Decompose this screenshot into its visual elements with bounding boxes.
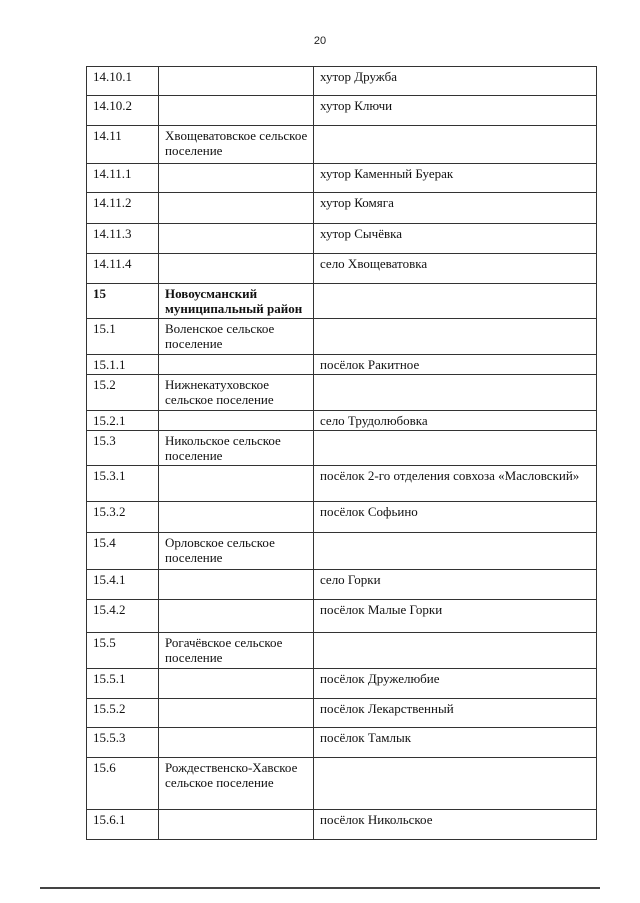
code-cell: 14.10.1 (87, 67, 159, 96)
table-row (87, 224, 597, 254)
settlement-cell: село Хвощеватовка (314, 254, 597, 284)
table-row (87, 699, 597, 728)
municipality-cell (159, 466, 314, 502)
code-cell: 15.6.1 (87, 810, 159, 840)
municipality-cell (159, 164, 314, 193)
bottom-rule (40, 887, 600, 889)
municipality-cell: Хвощеватовское сельское поселение (159, 126, 314, 164)
table-row (87, 96, 597, 126)
code-cell: 15.4.2 (87, 600, 159, 633)
table-row (87, 633, 597, 669)
code-cell: 15.5.2 (87, 699, 159, 728)
code-cell: 14.11.1 (87, 164, 159, 193)
settlements-table (86, 66, 597, 840)
code-cell: 15.4 (87, 533, 159, 570)
code-cell: 14.11 (87, 126, 159, 164)
table-row (87, 758, 597, 810)
municipality-cell: Орловское сельское поселение (159, 533, 314, 570)
settlement-cell (314, 319, 597, 355)
code-cell: 14.10.2 (87, 96, 159, 126)
table-row (87, 355, 597, 375)
table-row (87, 411, 597, 431)
table-row (87, 67, 597, 96)
municipality-cell (159, 502, 314, 533)
settlement-cell: посёлок Малые Горки (314, 600, 597, 633)
settlement-cell: хутор Ключи (314, 96, 597, 126)
table-row (87, 254, 597, 284)
table-row (87, 466, 597, 502)
municipality-cell (159, 96, 314, 126)
table-row (87, 810, 597, 840)
table-row (87, 600, 597, 633)
code-cell: 14.11.3 (87, 224, 159, 254)
municipality-cell (159, 600, 314, 633)
code-cell: 14.11.4 (87, 254, 159, 284)
settlement-cell: посёлок Ракитное (314, 355, 597, 375)
code-cell: 15.4.1 (87, 570, 159, 600)
code-cell: 15.5 (87, 633, 159, 669)
settlement-cell: село Горки (314, 570, 597, 600)
settlement-cell (314, 633, 597, 669)
municipality-cell (159, 355, 314, 375)
code-cell: 15.5.3 (87, 728, 159, 758)
municipality-cell: Нижнекатуховское сельское поселение (159, 375, 314, 411)
municipality-cell (159, 728, 314, 758)
code-cell: 15.2.1 (87, 411, 159, 431)
settlement-cell (314, 431, 597, 466)
municipality-cell (159, 193, 314, 224)
code-cell: 15.3 (87, 431, 159, 466)
settlement-cell: хутор Дружба (314, 67, 597, 96)
settlement-cell (314, 758, 597, 810)
municipality-cell (159, 810, 314, 840)
settlement-cell: посёлок Лекарственный (314, 699, 597, 728)
settlement-cell (314, 284, 597, 319)
settlement-cell (314, 533, 597, 570)
table-body (87, 67, 597, 840)
settlement-cell: посёлок Тамлык (314, 728, 597, 758)
table-row (87, 728, 597, 758)
municipality-cell (159, 570, 314, 600)
municipality-cell: Никольское сельское поселение (159, 431, 314, 466)
settlement-cell: хутор Каменный Буерак (314, 164, 597, 193)
table-row (87, 570, 597, 600)
municipality-cell (159, 411, 314, 431)
settlement-cell: посёлок 2-го отделения совхоза «Масловский» (314, 466, 597, 502)
settlement-cell: хутор Сычёвка (314, 224, 597, 254)
code-cell: 15.1 (87, 319, 159, 355)
settlement-cell (314, 126, 597, 164)
municipality-cell (159, 224, 314, 254)
code-cell: 15.5.1 (87, 669, 159, 699)
table-row (87, 375, 597, 411)
municipality-cell: Новоусманский муниципальный район (159, 284, 314, 319)
settlement-cell: село Трудолюбовка (314, 411, 597, 431)
table-row (87, 284, 597, 319)
code-cell: 14.11.2 (87, 193, 159, 224)
table-row (87, 431, 597, 466)
municipality-cell (159, 67, 314, 96)
municipality-cell: Рождественско-Хавское сельское поселение (159, 758, 314, 810)
municipality-cell: Рогачёвское сельское поселение (159, 633, 314, 669)
table-row (87, 669, 597, 699)
municipality-cell (159, 699, 314, 728)
settlement-cell (314, 375, 597, 411)
page-number: 20 (313, 35, 327, 47)
settlement-cell: хутор Комяга (314, 193, 597, 224)
settlement-cell: посёлок Софьино (314, 502, 597, 533)
code-cell: 15.1.1 (87, 355, 159, 375)
code-cell: 15.2 (87, 375, 159, 411)
code-cell: 15.6 (87, 758, 159, 810)
table-row (87, 533, 597, 570)
code-cell: 15.3.1 (87, 466, 159, 502)
settlement-cell: посёлок Никольское (314, 810, 597, 840)
code-cell: 15.3.2 (87, 502, 159, 533)
municipality-cell (159, 254, 314, 284)
table-row (87, 126, 597, 164)
municipality-cell (159, 669, 314, 699)
table-row (87, 502, 597, 533)
table-row (87, 164, 597, 193)
table-row (87, 193, 597, 224)
code-cell: 15 (87, 284, 159, 319)
municipality-cell: Воленское сельское поселение (159, 319, 314, 355)
settlement-cell: посёлок Дружелюбие (314, 669, 597, 699)
table-row (87, 319, 597, 355)
